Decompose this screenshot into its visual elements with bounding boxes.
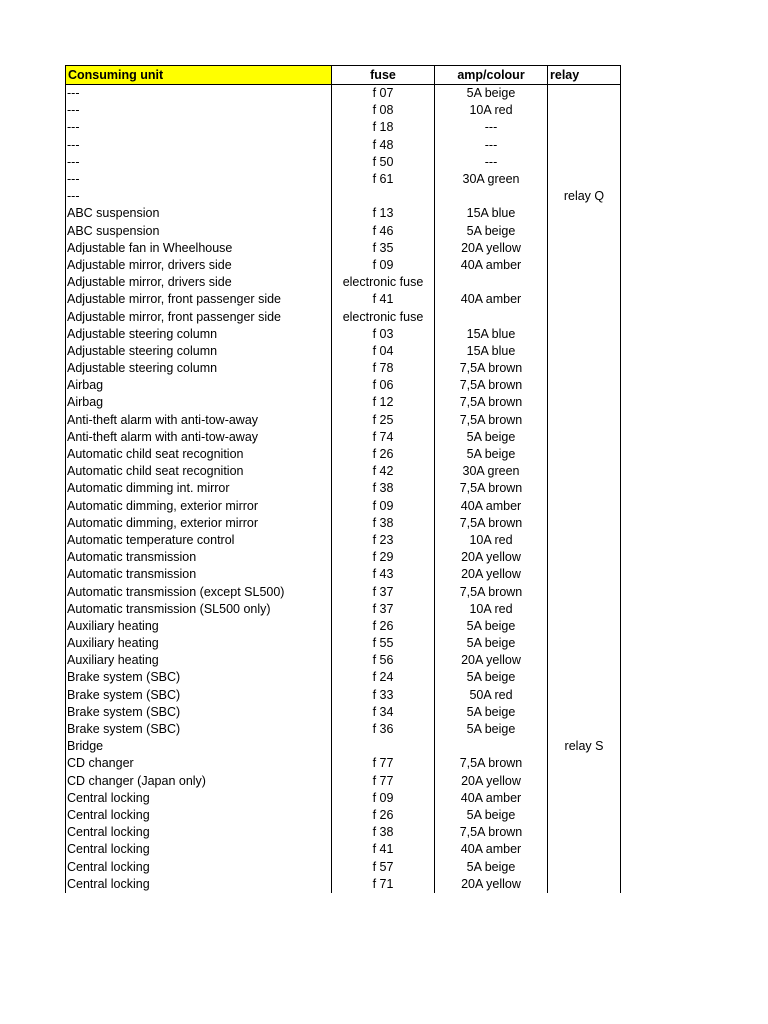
consuming-unit-cell: Central locking	[66, 876, 332, 893]
amp-colour-cell: 10A red	[435, 601, 548, 618]
header-relay: relay	[548, 66, 621, 85]
amp-colour-cell: 50A red	[435, 687, 548, 704]
relay-cell	[548, 377, 621, 394]
fuse-cell: f 23	[332, 532, 435, 549]
fuse-cell: f 61	[332, 171, 435, 188]
amp-colour-cell	[435, 274, 548, 291]
fuse-cell: f 04	[332, 343, 435, 360]
relay-cell	[548, 360, 621, 377]
fuse-cell: f 18	[332, 119, 435, 136]
relay-cell	[548, 704, 621, 721]
table-row	[66, 360, 621, 377]
amp-colour-cell: 10A red	[435, 532, 548, 549]
relay-cell	[548, 687, 621, 704]
relay-cell	[548, 515, 621, 532]
consuming-unit-cell: Automatic dimming, exterior mirror	[66, 498, 332, 515]
table-row	[66, 480, 621, 497]
relay-cell	[548, 858, 621, 875]
consuming-unit-cell: Automatic dimming int. mirror	[66, 480, 332, 497]
table-row	[66, 308, 621, 325]
amp-colour-cell: 20A yellow	[435, 549, 548, 566]
relay-cell	[548, 308, 621, 325]
relay-cell	[548, 343, 621, 360]
fuse-cell: f 09	[332, 257, 435, 274]
relay-cell	[548, 257, 621, 274]
table-row	[66, 377, 621, 394]
fuse-table	[65, 65, 621, 893]
amp-colour-cell: 5A beige	[435, 85, 548, 103]
fuse-cell: f 38	[332, 515, 435, 532]
consuming-unit-cell: Automatic child seat recognition	[66, 463, 332, 480]
relay-cell	[548, 566, 621, 583]
consuming-unit-cell: Adjustable steering column	[66, 360, 332, 377]
relay-cell	[548, 154, 621, 171]
fuse-cell: f 26	[332, 618, 435, 635]
table-row	[66, 240, 621, 257]
consuming-unit-cell: Auxiliary heating	[66, 635, 332, 652]
amp-colour-cell: 5A beige	[435, 635, 548, 652]
amp-colour-cell: 5A beige	[435, 618, 548, 635]
amp-colour-cell: 40A amber	[435, 291, 548, 308]
consuming-unit-cell: Airbag	[66, 394, 332, 411]
relay-cell	[548, 137, 621, 154]
table-row	[66, 841, 621, 858]
fuse-cell: f 71	[332, 876, 435, 893]
amp-colour-cell: 7,5A brown	[435, 755, 548, 772]
table-row	[66, 652, 621, 669]
table-row	[66, 343, 621, 360]
table-row	[66, 205, 621, 222]
consuming-unit-cell: ---	[66, 85, 332, 103]
consuming-unit-cell: Brake system (SBC)	[66, 669, 332, 686]
table-row	[66, 188, 621, 205]
amp-colour-cell: 30A green	[435, 171, 548, 188]
consuming-unit-cell: Central locking	[66, 858, 332, 875]
amp-colour-cell: 5A beige	[435, 223, 548, 240]
fuse-cell: f 48	[332, 137, 435, 154]
relay-cell	[548, 841, 621, 858]
relay-cell	[548, 446, 621, 463]
consuming-unit-cell: Anti-theft alarm with anti-tow-away	[66, 429, 332, 446]
fuse-cell: f 13	[332, 205, 435, 222]
fuse-cell: f 78	[332, 360, 435, 377]
consuming-unit-cell: ABC suspension	[66, 205, 332, 222]
amp-colour-cell	[435, 188, 548, 205]
fuse-cell: f 38	[332, 480, 435, 497]
fuse-cell: f 26	[332, 807, 435, 824]
amp-colour-cell: 40A amber	[435, 257, 548, 274]
relay-cell: relay S	[548, 738, 621, 755]
consuming-unit-cell: Automatic transmission (except SL500)	[66, 583, 332, 600]
table-row	[66, 429, 621, 446]
table-row	[66, 566, 621, 583]
amp-colour-cell: 5A beige	[435, 807, 548, 824]
table-row	[66, 154, 621, 171]
fuse-cell: f 12	[332, 394, 435, 411]
relay-cell	[548, 635, 621, 652]
fuse-cell: f 29	[332, 549, 435, 566]
amp-colour-cell: 5A beige	[435, 721, 548, 738]
relay-cell	[548, 394, 621, 411]
consuming-unit-cell: Auxiliary heating	[66, 652, 332, 669]
table-row	[66, 326, 621, 343]
relay-cell	[548, 429, 621, 446]
fuse-cell: f 06	[332, 377, 435, 394]
amp-colour-cell: 7,5A brown	[435, 515, 548, 532]
table-row	[66, 463, 621, 480]
amp-colour-cell	[435, 738, 548, 755]
relay-cell: relay Q	[548, 188, 621, 205]
consuming-unit-cell: ---	[66, 154, 332, 171]
amp-colour-cell: 20A yellow	[435, 566, 548, 583]
table-row	[66, 274, 621, 291]
consuming-unit-cell: Adjustable mirror, drivers side	[66, 257, 332, 274]
consuming-unit-cell: Adjustable mirror, front passenger side	[66, 308, 332, 325]
table-row	[66, 773, 621, 790]
fuse-cell: f 09	[332, 790, 435, 807]
amp-colour-cell: ---	[435, 137, 548, 154]
consuming-unit-cell: Brake system (SBC)	[66, 687, 332, 704]
relay-cell	[548, 498, 621, 515]
fuse-cell: f 25	[332, 412, 435, 429]
consuming-unit-cell: Brake system (SBC)	[66, 721, 332, 738]
consuming-unit-cell: Central locking	[66, 790, 332, 807]
consuming-unit-cell: ---	[66, 102, 332, 119]
consuming-unit-cell: ---	[66, 119, 332, 136]
amp-colour-cell: 7,5A brown	[435, 412, 548, 429]
fuse-cell: f 09	[332, 498, 435, 515]
relay-cell	[548, 755, 621, 772]
table-row	[66, 102, 621, 119]
relay-cell	[548, 532, 621, 549]
table-row	[66, 257, 621, 274]
relay-cell	[548, 601, 621, 618]
amp-colour-cell: 40A amber	[435, 498, 548, 515]
fuse-cell: f 74	[332, 429, 435, 446]
consuming-unit-cell: Automatic transmission	[66, 549, 332, 566]
consuming-unit-cell: Central locking	[66, 841, 332, 858]
fuse-cell: f 37	[332, 601, 435, 618]
fuse-cell: f 33	[332, 687, 435, 704]
table-row	[66, 223, 621, 240]
table-row	[66, 549, 621, 566]
consuming-unit-cell: Adjustable steering column	[66, 343, 332, 360]
table-row	[66, 687, 621, 704]
amp-colour-cell: ---	[435, 154, 548, 171]
amp-colour-cell: 15A blue	[435, 343, 548, 360]
amp-colour-cell: 7,5A brown	[435, 394, 548, 411]
table-row	[66, 790, 621, 807]
consuming-unit-cell: CD changer (Japan only)	[66, 773, 332, 790]
amp-colour-cell: 15A blue	[435, 326, 548, 343]
amp-colour-cell: 7,5A brown	[435, 583, 548, 600]
header-row	[66, 66, 621, 85]
amp-colour-cell: 15A blue	[435, 205, 548, 222]
consuming-unit-cell: Central locking	[66, 807, 332, 824]
fuse-cell: f 42	[332, 463, 435, 480]
fuse-cell: f 41	[332, 291, 435, 308]
amp-colour-cell: ---	[435, 119, 548, 136]
consuming-unit-cell: Adjustable mirror, front passenger side	[66, 291, 332, 308]
amp-colour-cell: 20A yellow	[435, 240, 548, 257]
fuse-cell: f 38	[332, 824, 435, 841]
consuming-unit-cell: Anti-theft alarm with anti-tow-away	[66, 412, 332, 429]
fuse-cell: f 50	[332, 154, 435, 171]
table-row	[66, 446, 621, 463]
consuming-unit-cell: Automatic transmission	[66, 566, 332, 583]
relay-cell	[548, 549, 621, 566]
table-row	[66, 119, 621, 136]
amp-colour-cell: 5A beige	[435, 429, 548, 446]
amp-colour-cell: 10A red	[435, 102, 548, 119]
relay-cell	[548, 876, 621, 893]
consuming-unit-cell: ---	[66, 171, 332, 188]
relay-cell	[548, 119, 621, 136]
fuse-cell: f 08	[332, 102, 435, 119]
consuming-unit-cell: Auxiliary heating	[66, 618, 332, 635]
consuming-unit-cell: Automatic child seat recognition	[66, 446, 332, 463]
table-row	[66, 137, 621, 154]
table-row	[66, 876, 621, 893]
consuming-unit-cell: ABC suspension	[66, 223, 332, 240]
relay-cell	[548, 102, 621, 119]
fuse-cell: f 77	[332, 755, 435, 772]
amp-colour-cell: 30A green	[435, 463, 548, 480]
fuse-cell: f 36	[332, 721, 435, 738]
relay-cell	[548, 326, 621, 343]
amp-colour-cell	[435, 308, 548, 325]
header-fuse: fuse	[332, 66, 435, 85]
consuming-unit-cell: Bridge	[66, 738, 332, 755]
consuming-unit-cell: ---	[66, 137, 332, 154]
amp-colour-cell: 7,5A brown	[435, 480, 548, 497]
relay-cell	[548, 790, 621, 807]
fuse-cell	[332, 738, 435, 755]
amp-colour-cell: 5A beige	[435, 446, 548, 463]
relay-cell	[548, 223, 621, 240]
fuse-cell: f 55	[332, 635, 435, 652]
fuse-cell: f 24	[332, 669, 435, 686]
relay-cell	[548, 205, 621, 222]
amp-colour-cell: 7,5A brown	[435, 360, 548, 377]
relay-cell	[548, 274, 621, 291]
amp-colour-cell: 5A beige	[435, 858, 548, 875]
fuse-cell: f 26	[332, 446, 435, 463]
table-row	[66, 824, 621, 841]
fuse-cell: electronic fuse	[332, 274, 435, 291]
fuse-cell: f 03	[332, 326, 435, 343]
table-row	[66, 601, 621, 618]
relay-cell	[548, 412, 621, 429]
consuming-unit-cell: Automatic transmission (SL500 only)	[66, 601, 332, 618]
table-row	[66, 85, 621, 103]
fuse-cell: f 37	[332, 583, 435, 600]
amp-colour-cell: 5A beige	[435, 704, 548, 721]
fuse-cell: electronic fuse	[332, 308, 435, 325]
consuming-unit-cell: ---	[66, 188, 332, 205]
amp-colour-cell: 40A amber	[435, 841, 548, 858]
relay-cell	[548, 824, 621, 841]
fuse-cell	[332, 188, 435, 205]
fuse-cell: f 41	[332, 841, 435, 858]
fuse-cell: f 35	[332, 240, 435, 257]
header-amp-colour: amp/colour	[435, 66, 548, 85]
relay-cell	[548, 583, 621, 600]
table-row	[66, 583, 621, 600]
relay-cell	[548, 291, 621, 308]
table-row	[66, 738, 621, 755]
amp-colour-cell: 40A amber	[435, 790, 548, 807]
table-row	[66, 291, 621, 308]
relay-cell	[548, 721, 621, 738]
amp-colour-cell: 5A beige	[435, 669, 548, 686]
relay-cell	[548, 463, 621, 480]
consuming-unit-cell: Adjustable fan in Wheelhouse	[66, 240, 332, 257]
consuming-unit-cell: CD changer	[66, 755, 332, 772]
consuming-unit-cell: Central locking	[66, 824, 332, 841]
table-row	[66, 394, 621, 411]
consuming-unit-cell: Airbag	[66, 377, 332, 394]
fuse-cell: f 57	[332, 858, 435, 875]
fuse-cell: f 46	[332, 223, 435, 240]
table-row	[66, 515, 621, 532]
table-row	[66, 669, 621, 686]
table-row	[66, 807, 621, 824]
table-row	[66, 755, 621, 772]
fuse-cell: f 77	[332, 773, 435, 790]
table-row	[66, 412, 621, 429]
amp-colour-cell: 20A yellow	[435, 773, 548, 790]
consuming-unit-cell: Automatic temperature control	[66, 532, 332, 549]
relay-cell	[548, 240, 621, 257]
relay-cell	[548, 773, 621, 790]
consuming-unit-cell: Brake system (SBC)	[66, 704, 332, 721]
relay-cell	[548, 669, 621, 686]
amp-colour-cell: 7,5A brown	[435, 377, 548, 394]
table-row	[66, 858, 621, 875]
table-row	[66, 635, 621, 652]
header-consuming-unit: Consuming unit	[66, 66, 332, 85]
table-row	[66, 704, 621, 721]
relay-cell	[548, 85, 621, 103]
fuse-cell: f 56	[332, 652, 435, 669]
amp-colour-cell: 20A yellow	[435, 652, 548, 669]
fuse-cell: f 07	[332, 85, 435, 103]
fuse-cell: f 43	[332, 566, 435, 583]
table-row	[66, 171, 621, 188]
consuming-unit-cell: Adjustable mirror, drivers side	[66, 274, 332, 291]
relay-cell	[548, 618, 621, 635]
table-row	[66, 532, 621, 549]
relay-cell	[548, 171, 621, 188]
relay-cell	[548, 807, 621, 824]
fuse-cell: f 34	[332, 704, 435, 721]
table-row	[66, 618, 621, 635]
table-row	[66, 498, 621, 515]
relay-cell	[548, 652, 621, 669]
consuming-unit-cell: Automatic dimming, exterior mirror	[66, 515, 332, 532]
consuming-unit-cell: Adjustable steering column	[66, 326, 332, 343]
amp-colour-cell: 20A yellow	[435, 876, 548, 893]
relay-cell	[548, 480, 621, 497]
amp-colour-cell: 7,5A brown	[435, 824, 548, 841]
table-row	[66, 721, 621, 738]
